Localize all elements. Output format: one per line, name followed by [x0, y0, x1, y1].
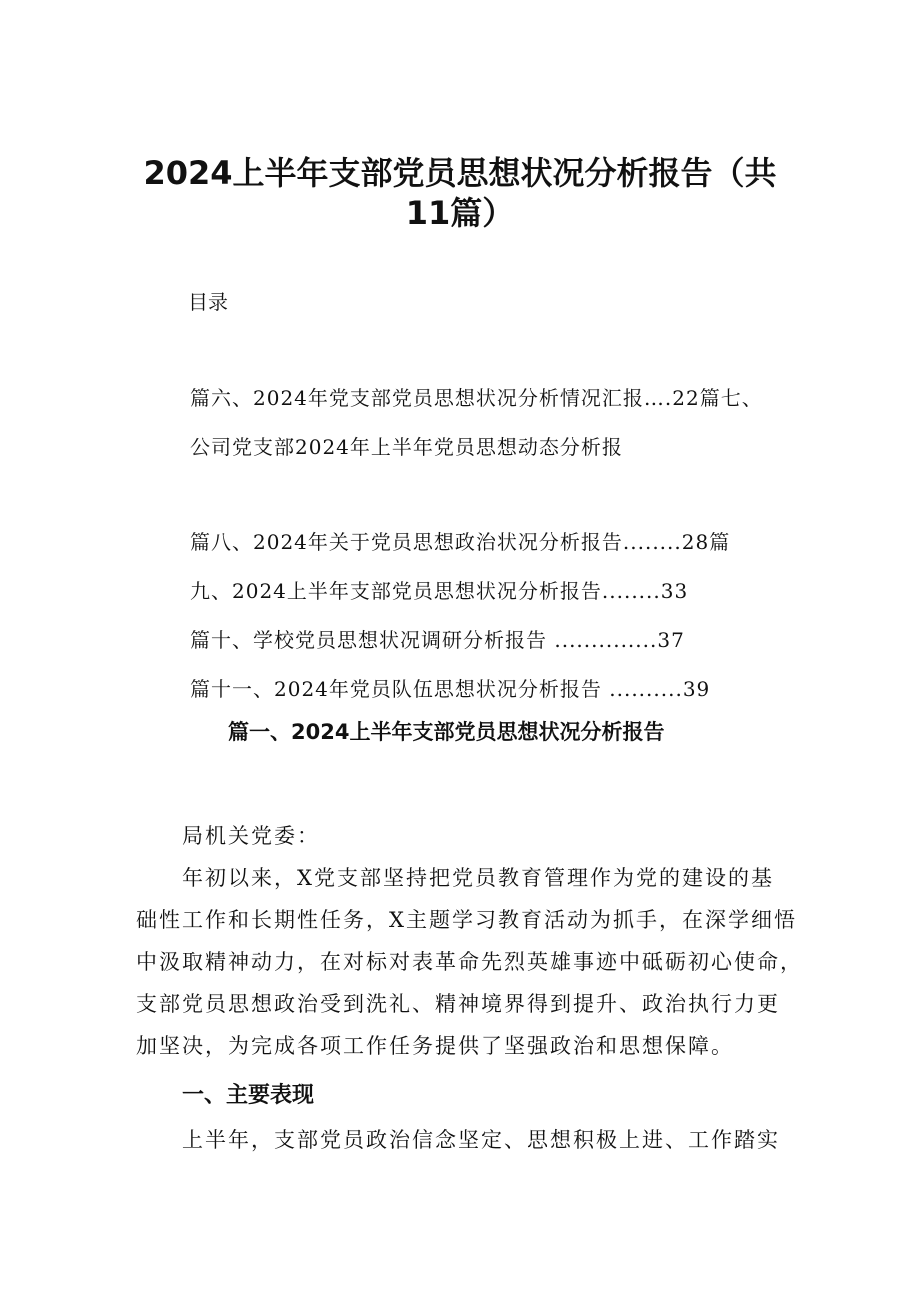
toc-line: 九、2024上半年支部党员思想状况分析报告........33 [190, 579, 689, 603]
toc-label: 目录 [188, 290, 228, 314]
paragraph-line: 上半年，支部党员政治信念坚定、思想积极上进、工作踏实 [182, 1128, 780, 1152]
paragraph-line: 支部党员思想政治受到洗礼、精神境界得到提升、政治执行力更 [136, 992, 780, 1016]
toc-line: 公司党支部2024年上半年党员思想动态分析报 [190, 435, 623, 459]
paragraph-line: 础性工作和长期性任务，X主题学习教育活动为抓手，在深学细悟 [136, 908, 797, 932]
toc-line: 篇十、学校党员思想状况调研分析报告 ..............37 [190, 628, 685, 652]
toc-line: 篇六、2024年党支部党员思想状况分析情况汇报….22篇七、 [190, 386, 763, 410]
document-title-line-2: 11篇） [405, 194, 515, 232]
document-title-line-1: 2024上半年支部党员思想状况分析报告（共 [143, 154, 777, 192]
paragraph-line: 加坚决，为完成各项工作任务提供了坚强政治和思想保障。 [136, 1034, 734, 1058]
salutation: 局机关党委： [182, 824, 320, 848]
toc-line: 篇十一、2024年党员队伍思想状况分析报告 ..........39 [190, 677, 711, 701]
section-title: 篇一、2024上半年支部党员思想状况分析报告 [228, 720, 665, 744]
toc-line: 篇八、2024年关于党员思想政治状况分析报告........28篇 [190, 530, 731, 554]
paragraph-line: 年初以来，X党支部坚持把党员教育管理作为党的建设的基 [182, 866, 774, 890]
heading-main-performance: 一、主要表现 [182, 1083, 315, 1108]
paragraph-line: 中汲取精神动力，在对标对表革命先烈英雄事迹中砥砺初心使命， [136, 950, 803, 974]
